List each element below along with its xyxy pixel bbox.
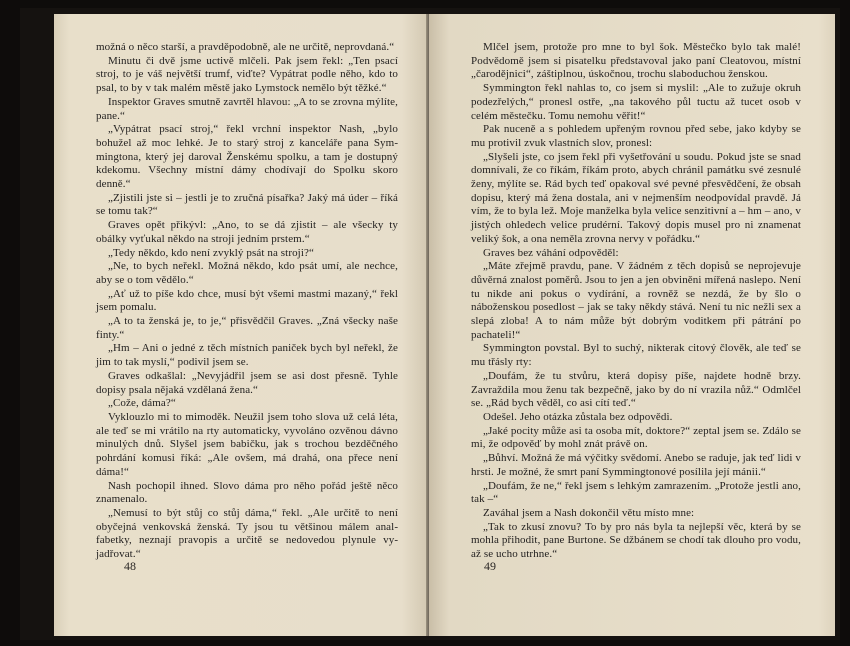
page-number: 48 [124,559,136,573]
paragraph: Graves opět přikývl: „Ano, to se dá zjistit – ale všecky ty obálky vyťukal někdo na stroji jedním prstem.“ [96,219,398,245]
paragraph: „Tedy někdo, kdo není zvyklý psát na stroji?“ [108,246,314,259]
left-page [54,14,432,636]
page-number: 49 [484,559,496,573]
right-page [429,14,835,636]
paragraph: „Ne, to bych neřekl. Možná někdo, kdo psát umí, ale nechce, aby se o tom vědělo.“ [96,260,398,286]
paragraph: Zaváhal jsem a Nash dokončil větu místo mne: [483,506,695,519]
paragraph: „Ať už to píše kdo chce, musí být všemi mastmi mazaný,“ řekl jsem pomalu. [96,287,398,314]
paragraph: Pak nuceně a s pohledem upřeným rovnou před sebe, jako kdyby se mu protivil zvuk vlastních slov, pronesl: [471,123,801,149]
open-book [20,8,840,640]
paragraph: Symmington povstal. Byl to suchý, nikterak citový člověk, ale teď se mu třásly rty: [471,342,801,369]
paragraph: „Vypátrat psací stroj,“ řekl vrchní inspektor Nash, „bylo bohužel až moc lehké. Je to starý stroj z kanceláře pana Symmingtona, který jej daroval Ženskému spolku, a tam je dostupný kdekomu. Všechny místní dámy chodívají do Spolku skoro denně.“ [96,123,398,191]
paragraph: Symmington řekl nahlas to, co jsem si myslil: „Ale to zužuje okruh podezřelých,“ pronesl ostře, „na takového půl tuctu až tucet osob v celém městečku. Tomu nemohu věřit!“ [471,82,801,122]
paragraph: Graves bez váhání odpověděl: [483,246,619,259]
paragraph: „Doufám, že ne,“ řekl jsem s lehkým zamrazením. „Protože jestli ano, tak –“ [471,479,801,506]
paragraph: „Zjistili jste si – jestli je to zručná písařka? Jaký má úder – říká se tomu tak?“ [96,191,398,218]
paragraph: „Doufám, že tu stvůru, která dopisy píše, najdete hodně brzy. Zavraždila mou ženu tak bezpečně, jako by do ní vrazila nůž.“ Odmlčel se. „Rád bych věděl, co asi cítí teď.“ [471,369,801,410]
paragraph: „Jaké pocity může asi ta osoba mít, doktore?“ zeptal jsem se. Zdálo se mi, že odpověď by mohl znát právě on. [471,424,801,451]
paragraph: Mlčel jsem, protože pro mne to byl šok. Městečko bylo tak malé! Podvědomě jsem si pisatelku představoval jako paní Cleatovou, místní „čarodějnici“, záštiplnou, úskočnou, trochu slaboduchou ženskou. [471,41,801,81]
paragraph: Inspektor Graves smutně zavrtěl hlavou: „A to se zrovna mýlíte, pane.“ [96,95,398,122]
paragraph: „Bůhví. Možná že má výčitky svědomí. Anebo se raduje, jak teď lidi v hrsti. Je možné, že smrt paní Symmingtonové posílila její mánii.“ [471,452,801,478]
paragraph: možná o něco starší, a pravděpodobně, ale ne určitě, neprovdaná.“ [96,41,395,53]
paragraph: „Tak to zkusí znovu? To by pro nás byla ta nejlepší věc, která by se mohla přihodit, pane Burtone. Se džbánem se chodí tak dlouho pro vodu, až se ucho utrhne.“ [471,520,801,561]
paragraph: „Hm – Ani o jedné z těch místních paniček bych byl neřekl, že jim to tak myslí,“ podivil jsem se. [96,342,398,369]
right-page-text [471,41,801,562]
paragraph: „Cože, dáma?“ [108,397,176,410]
paragraph: Odešel. Jeho otázka zůstala bez odpovědi. [483,410,673,423]
paragraph: „Máte zřejmě pravdu, pane. V žádném z těch dopisů se neprojevuje důvěrná znalost poměrů. Jsou to jen a jen obviněni mířená naslepo. Není tu nikde ani pokus o vydírání, a rovněž se nezdá, že by šlo o náboženskou posedlost – jak se taky někdy stává. Není tu nic nežli sex a slepá zloba! A to nám může být dobrým voditkem při pátrání po pachateli!“ [471,260,801,341]
paragraph: „A to ta ženská je, to je,“ přisvědčil Graves. „Zná všecky naše finty.“ [96,315,398,341]
paragraph: Nash pochopil ihned. Slovo dáma pro něho pořád ještě něco znamenalo. [96,479,398,506]
paragraph: Vyklouzlo mi to mimoděk. Neužil jsem toho slova už celá léta, ale teď se mi vrátilo na rty automaticky, vyvoláno ozvěnou dávno minulých dnů. Slyšel jsem babičku, jak s trochou bezděčného pohrdání komusi říká: „Ale ovšem, má drahá, ona přece není dáma!“ [96,410,398,478]
paragraph: „Nemusí to být stůj co stůj dáma,“ řekl. „Ale určitě to není obyčejná venkovská ženská. Ty jsou tu většinou málem analfabetky, neznají pravopis a určitě se nedovedou plynule vyjadřovat.“ [96,506,398,561]
paragraph: „Slyšeli jste, co jsem řekl při vyšetřování u soudu. Pokud jste se snad domnívali, že co říkám, říkám proto, abych chránil památku své zesnulé ženy, mýlíte se. Rád bych teď opakoval své pevné přesvědčení, že obsah dopisu, který má žena dostala, ani v nejmenším neodpovídal pravdě. Já vím, že to byla lež. Moje manželka byla velice senzitivní a – hm – ano, v jistých ohledech velice prudérní. Takový dopis musel pro ni znamenat veliký šok, a ona neměla zrovna nervy v pořádku.“ [471,150,801,245]
paragraph: Minutu či dvě jsme uctivě mlčeli. Pak jsem řekl: „Ten psací stroj, to je váš největší trumf, viďte? Vypátrat podle něho, kdo to psal, to by v tak malém městě jako Lymstock nemělo být těžké.“ [96,54,398,95]
left-page-text [96,41,398,562]
paragraph: Graves odkašlal: „Nevyjádřil jsem se asi dost přesně. Tyhle dopisy psala nějaká vzdělaná žena.“ [96,369,398,396]
